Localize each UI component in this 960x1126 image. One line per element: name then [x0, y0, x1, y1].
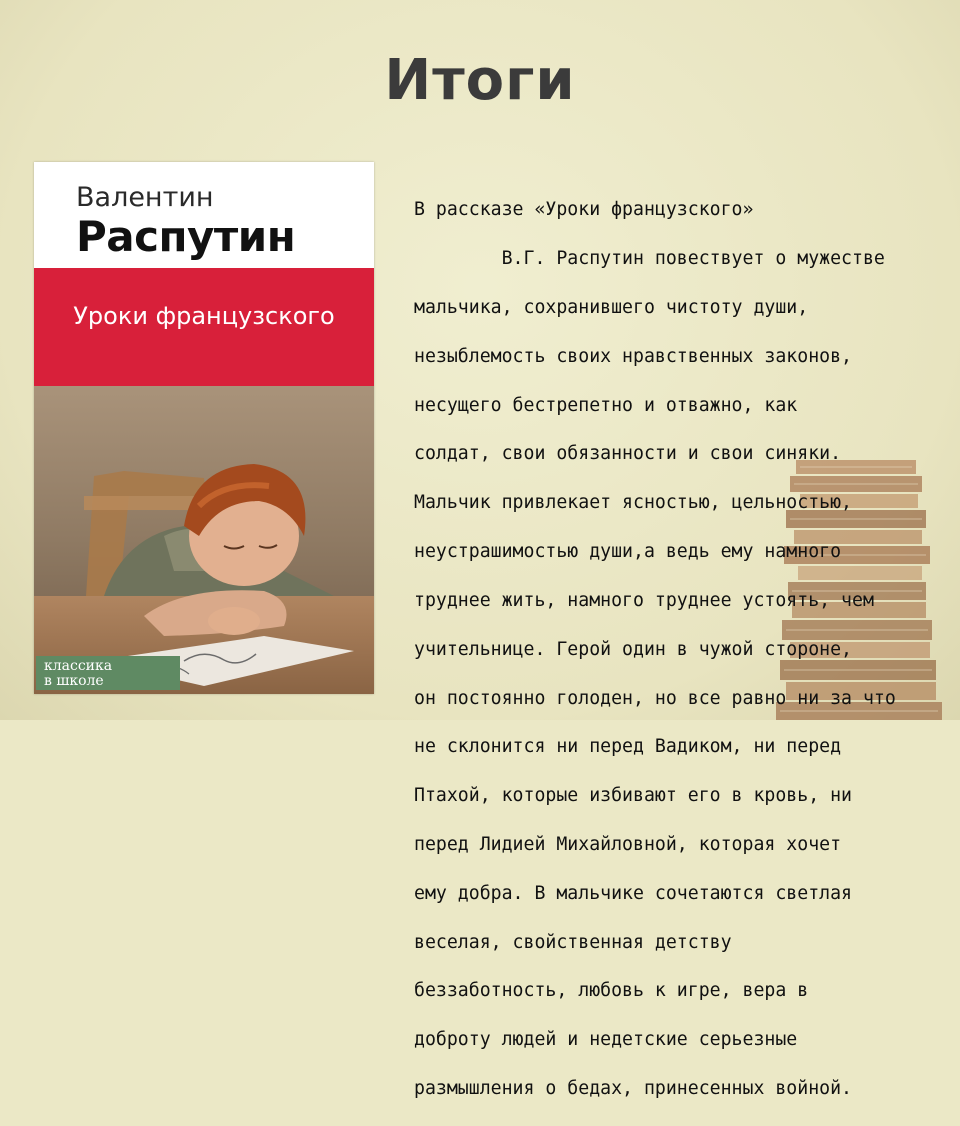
summary-line: мальчика, сохранившего чистоту души,	[414, 297, 809, 319]
summary-line: перед Лидией Михайловной, которая хочет	[414, 833, 842, 855]
summary-line: В.Г. Распутин повествует о мужестве	[414, 248, 885, 270]
summary-line: Птахой, которые избивают его в кровь, ни	[414, 785, 852, 807]
book-cover	[34, 162, 374, 694]
summary-line: не склонится ни перед Вадиком, ни перед	[414, 736, 842, 758]
summary-line: неустрашимостью души,а ведь ему намного	[414, 541, 842, 563]
summary-line: В рассказе «Уроки французского»	[414, 199, 754, 221]
cover-painting-boy-drawing	[34, 386, 374, 694]
summary-line: солдат, свои обязанности и свои синяки.	[414, 443, 842, 465]
summary-text	[414, 174, 950, 1126]
summary-line: беззаботность, любовь к игре, вера в	[414, 980, 809, 1002]
summary-line: Мальчик привлекает ясностью, цельностью,	[414, 492, 852, 514]
cover-author-first-name: Валентин	[76, 182, 214, 213]
summary-line: он постоянно голоден, но все равно ни за что	[414, 687, 896, 709]
summary-line: размышления о бедах, принесенных войной.	[414, 1078, 852, 1100]
summary-line: веселая, свойственная детству	[414, 931, 732, 953]
summary-line: несущего бестрепетно и отважно, как	[414, 394, 798, 416]
summary-line: труднее жить, намного труднее устоять, чем	[414, 589, 874, 611]
series-label-classics-at-school	[36, 656, 180, 690]
series-label-line-1: классика	[44, 658, 113, 674]
summary-line: ему добра. В мальчике сочетаются светлая	[414, 882, 852, 904]
summary-line: доброту людей и недетские серьезные	[414, 1029, 798, 1051]
cover-book-title: Уроки французского	[73, 302, 335, 330]
series-label-line-2: в школе	[44, 673, 104, 689]
cover-author-last-name: Распутин	[76, 212, 296, 261]
slide-title: Итоги	[384, 48, 576, 113]
summary-line: незыблемость своих нравственных законов,	[414, 345, 852, 367]
summary-line: учительнице. Герой один в чужой стороне,	[414, 638, 852, 660]
